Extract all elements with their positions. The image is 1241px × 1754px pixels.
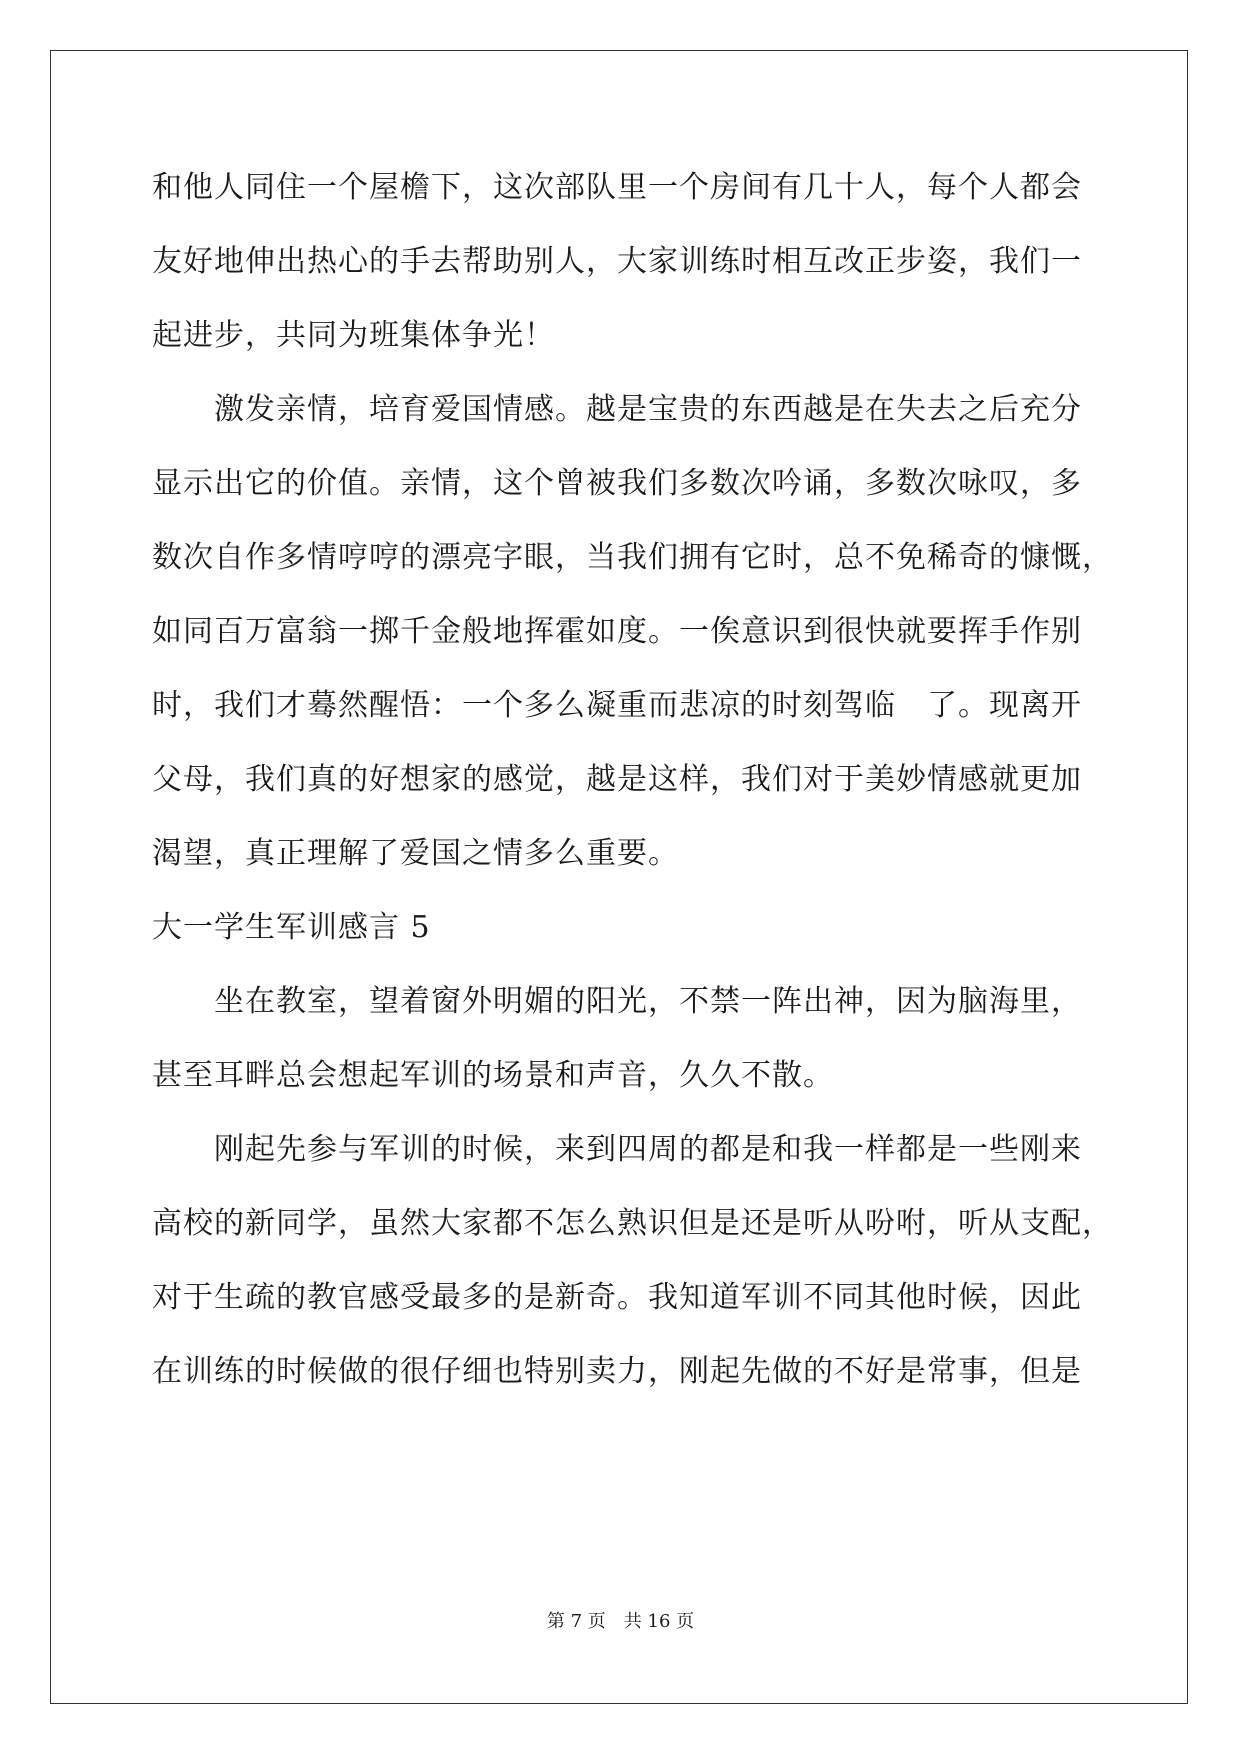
text-line: 友好地伸出热心的手去帮助别人，大家训练时相互改正步姿，我们一	[152, 244, 1082, 279]
text-line: 显示出它的价值。亲情，这个曾被我们多数次吟诵，多数次咏叹，多	[152, 466, 1082, 501]
section-heading: 大一学生军训感言 5	[152, 910, 431, 945]
text-line: 刚起先参与军训的时候，来到四周的都是和我一样都是一些刚来	[152, 1132, 1082, 1167]
text-line: 如同百万富翁一掷千金般地挥霍如度。一俟意识到很快就要挥手作别	[152, 614, 1082, 649]
text-line: 父母，我们真的好想家的感觉，越是这样，我们对于美妙情感就更加	[152, 762, 1082, 797]
text-line: 激发亲情，培育爱国情感。越是宝贵的东西越是在失去之后充分	[152, 392, 1082, 427]
text-line: 高校的新同学，虽然大家都不怎么熟识但是还是听从吩咐，听从支配，	[152, 1206, 1113, 1241]
page-frame	[50, 50, 1188, 1704]
text-line: 时，我们才蓦然醒悟：一个多么凝重而悲凉的时刻驾临 了。现离开	[152, 688, 1082, 723]
page-footer: 第 7 页 共 16 页	[546, 1611, 695, 1632]
text-line: 起进步，共同为班集体争光！	[152, 318, 555, 353]
text-line: 坐在教室，望着窗外明媚的阳光，不禁一阵出神，因为脑海里，	[152, 984, 1082, 1019]
text-line: 渴望，真正理解了爱国之情多么重要。	[152, 836, 679, 871]
text-line: 和他人同住一个屋檐下，这次部队里一个房间有几十人，每个人都会	[152, 170, 1082, 205]
text-line: 数次自作多情哼哼的漂亮字眼，当我们拥有它时，总不免稀奇的慷慨，	[152, 540, 1113, 575]
text-line: 甚至耳畔总会想起军训的场景和声音，久久不散。	[152, 1058, 834, 1093]
text-line: 在训练的时候做的很仔细也特别卖力，刚起先做的不好是常事，但是	[152, 1354, 1082, 1389]
text-line: 对于生疏的教官感受最多的是新奇。我知道军训不同其他时候，因此	[152, 1280, 1082, 1315]
